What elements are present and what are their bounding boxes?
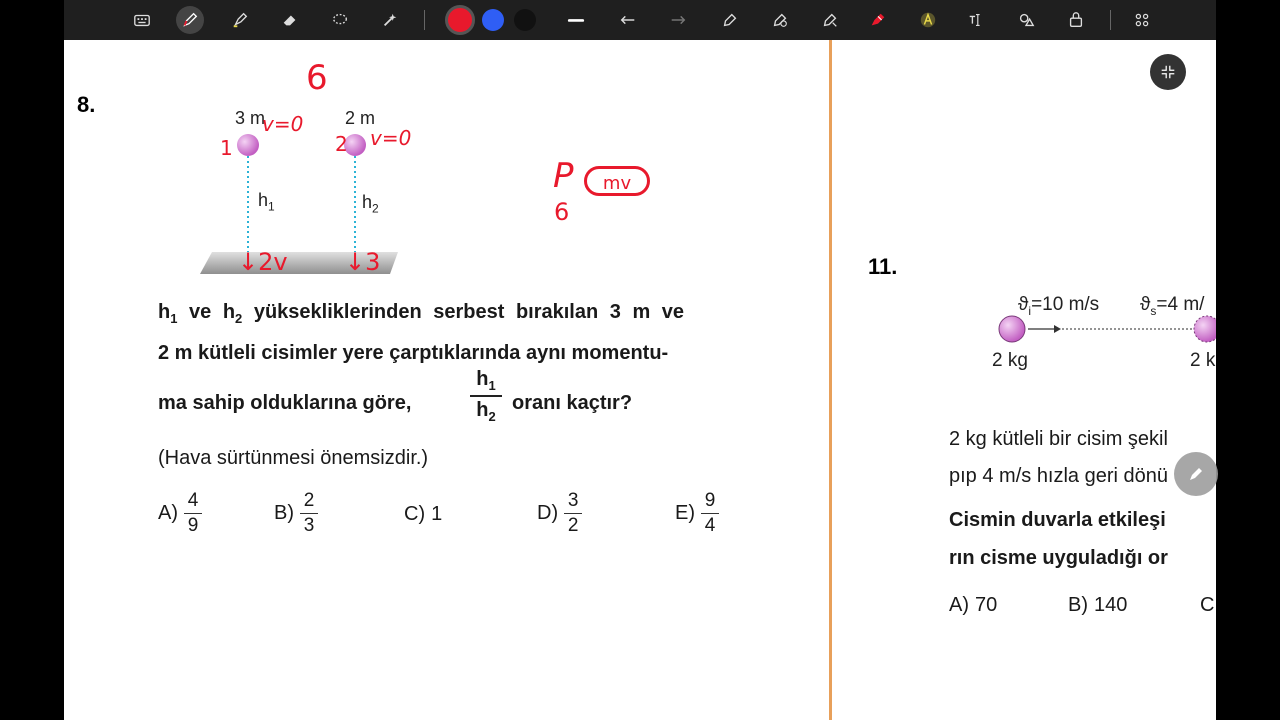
text-style-icon[interactable] xyxy=(962,6,990,34)
eraser-icon[interactable] xyxy=(276,6,304,34)
collision-figure xyxy=(992,312,1216,352)
question-11-line-2: pıp 4 m/s hızla geri dönü xyxy=(949,465,1169,487)
option-e[interactable]: E) $\frac{9}{4}$ xyxy=(675,490,719,537)
keyboard-icon[interactable] xyxy=(128,6,156,34)
ink-p: P xyxy=(553,156,574,196)
annotation-toolbar xyxy=(64,0,1216,41)
final-velocity-label: $ϑ_s=4$ m/ xyxy=(1140,294,1205,318)
question-11-line-3: Cismin duvarla etkileşi xyxy=(949,509,1166,531)
question-8-line-2: 2 m kütleli cisimler yere çarptıklarında aynı momentu- xyxy=(158,342,669,364)
exit-fullscreen-button[interactable] xyxy=(1150,54,1186,90)
highlighter-icon[interactable] xyxy=(226,6,254,34)
question-11-number: 11. xyxy=(868,254,898,279)
blue-color-swatch[interactable] xyxy=(482,9,504,31)
toolbar-divider xyxy=(1110,10,1111,30)
lock-icon[interactable] xyxy=(1062,6,1090,34)
pen-fill-icon[interactable] xyxy=(766,6,794,34)
question-8-line-1: $h_1$ ve $h_2$ yüksekliklerinden serbest bırakılan 3 m ve xyxy=(158,301,685,326)
mass-right-label: 2 k xyxy=(1190,350,1216,371)
shapes-icon[interactable] xyxy=(1012,6,1040,34)
ink-arrow-3: ↓3 xyxy=(345,248,381,276)
q11-option-b[interactable]: B) 140 xyxy=(1068,594,1128,616)
right-page-clip xyxy=(832,40,1216,720)
mass-label-3m: 3 m xyxy=(235,108,266,128)
question-11-line-1: 2 kg kütleli bir cisim şekil xyxy=(949,428,1168,450)
ball-3m xyxy=(237,134,259,156)
lasso-icon[interactable] xyxy=(326,6,354,34)
question-8-note: (Hava sürtünmesi önemsizdir.) xyxy=(158,447,429,469)
redo-icon[interactable] xyxy=(664,6,692,34)
ink-v-zero-1: v=0 xyxy=(262,112,304,136)
h2-label: $h_2$ xyxy=(362,192,379,216)
ink-two: 2 xyxy=(335,132,348,156)
question-8-line-3a: ma sahip olduklarına göre, xyxy=(158,392,412,414)
black-color-swatch[interactable] xyxy=(514,9,536,31)
h1-h2-fraction: $h_1$ $h_2$ xyxy=(470,368,502,424)
text-a-icon[interactable] xyxy=(914,6,942,34)
red-color-swatch[interactable] xyxy=(445,5,475,35)
collapse-icon xyxy=(1159,63,1177,81)
ink-circled-mv: mv xyxy=(584,166,650,196)
undo-icon[interactable] xyxy=(614,6,642,34)
ink-six-top: 6 xyxy=(306,58,328,98)
option-c[interactable]: C) 1 xyxy=(404,503,443,525)
magic-icon[interactable] xyxy=(376,6,404,34)
toolbar-divider xyxy=(424,10,425,30)
pencil-edit-icon[interactable] xyxy=(716,6,744,34)
stroke-width-icon[interactable] xyxy=(562,6,590,34)
grid-icon[interactable] xyxy=(1128,6,1156,34)
question-8-number: 8. xyxy=(77,92,96,117)
question-11-line-4: rın cisme uyguladığı or xyxy=(949,547,1168,569)
ink-arrow-2v: ↓2v xyxy=(238,248,288,276)
option-a[interactable]: A) $\frac{4}{9}$ xyxy=(158,490,202,537)
initial-velocity-label: $ϑ_i=10$ m/s xyxy=(1018,294,1100,318)
mass-left-label: 2 kg xyxy=(992,350,1028,371)
question-8-line-3b: oranı kaçtır? xyxy=(512,392,633,414)
ink-one: 1 xyxy=(220,136,233,160)
q11-option-c[interactable]: C xyxy=(1200,594,1215,616)
floating-pen-button[interactable] xyxy=(1174,452,1218,496)
mass-label-2m: 2 m xyxy=(345,108,376,128)
q11-option-a[interactable]: A) 70 xyxy=(949,594,998,616)
ink-v-zero-2: v=0 xyxy=(370,126,412,150)
shape-pen-icon[interactable] xyxy=(816,6,844,34)
h1-label: $h_1$ xyxy=(258,190,275,214)
red-marker-icon[interactable] xyxy=(864,6,892,34)
option-b[interactable]: B) $\frac{2}{3}$ xyxy=(274,490,318,537)
pen-icon xyxy=(1186,464,1206,484)
option-d[interactable]: D) $\frac{3}{2}$ xyxy=(537,490,582,537)
ink-six-bottom: 6 xyxy=(554,198,570,226)
pen-icon[interactable] xyxy=(176,6,204,34)
